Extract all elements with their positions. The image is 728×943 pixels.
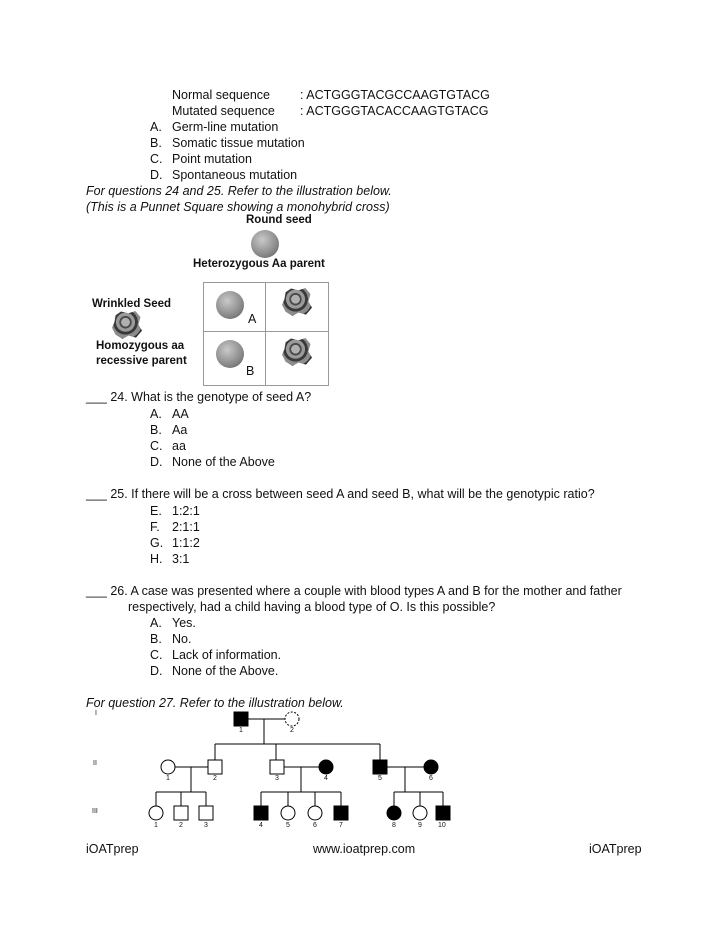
pedigree-unaffected-male [208,760,222,774]
individual-number: 1 [166,775,170,782]
pedigree-affected-male [234,712,248,726]
question-stem: ___ 24. What is the genotype of seed A? [86,390,312,404]
pedigree-unaffected-male [174,806,188,820]
individual-number: 2 [213,775,217,782]
individual-number: 5 [286,822,290,829]
individual-number: 2 [179,822,183,829]
choice-text: No. [172,632,192,646]
wrinkled-seed-label: Wrinkled Seed [92,298,172,310]
choice-letter: C. [150,152,163,166]
pedigree-affected-female [424,760,438,774]
homozygous-parent-label: Homozygous aa [96,340,185,352]
question-stem: ___ 25. If there will be a cross between seed A and seed B, what will be the genotypic ratio? [86,487,595,501]
generation-label: III [92,808,98,815]
pedigree-affected-male [436,806,450,820]
pedigree-unaffected-female [281,806,295,820]
pedigree-unaffected-male [199,806,213,820]
choice-text: Somatic tissue mutation [172,136,305,150]
pedigree-affected-male [373,760,387,774]
choice-letter: C. [150,439,163,453]
individual-number: 7 [339,822,343,829]
choice-letter: B. [150,136,162,150]
cell-label-b: B [246,364,255,378]
choice-letter: D. [150,168,163,182]
choice-letter: H. [150,552,163,566]
instruction-text: For question 27. Refer to the illustration below. [86,696,344,710]
individual-number: 6 [429,775,433,782]
pedigree-unaffected-female [413,806,427,820]
choice-letter: D. [150,455,163,469]
footer-right: iOATprep [589,842,642,856]
pedigree-affected-female [387,806,401,820]
choice-text: 1:1:2 [172,536,200,550]
individual-number: 4 [324,775,328,782]
choice-letter: B. [150,423,162,437]
choice-letter: B. [150,632,162,646]
choice-text: Germ-line mutation [172,120,279,134]
heterozygous-parent-label: Heterozygous Aa parent [193,258,325,270]
question-stem: ___ 26. A case was presented where a couple with blood types A and B for the mother and father [86,584,622,598]
choice-text: Aa [172,423,188,437]
mutated-sequence-value: : ACTGGGTACACCAAGTGTACG [300,104,489,118]
pedigree-affected-male [254,806,268,820]
choice-text: Spontaneous mutation [172,168,298,182]
choice-letter: A. [150,407,162,421]
choice-letter: A. [150,616,162,630]
individual-number: 3 [204,822,208,829]
individual-number: 8 [392,822,396,829]
pedigree-unaffected-female [161,760,175,774]
individual-number: 6 [313,822,317,829]
instruction-text: (This is a Punnet Square showing a monohybrid cross) [86,200,390,214]
individual-number: 3 [275,775,279,782]
choice-text: Point mutation [172,152,252,166]
footer-left: iOATprep [86,842,139,856]
mutated-sequence-label: Mutated sequence [172,104,275,118]
cell-label-a: A [248,312,257,326]
choice-letter: A. [150,120,162,134]
question-stem: respectively, had a child having a blood type of O. Is this possible? [128,600,496,614]
individual-number: 5 [378,775,382,782]
pedigree-affected-male [334,806,348,820]
individual-number: 4 [259,822,263,829]
choice-letter: D. [150,664,163,678]
round-seed-label: Round seed [246,214,312,226]
pedigree-unaffected-male [270,760,284,774]
instruction-text: For questions 24 and 25. Refer to the illustration below. [86,184,392,198]
homozygous-parent-label: recessive parent [96,355,187,367]
individual-number: 1 [154,822,158,829]
pedigree-unaffected-female [285,712,299,726]
choice-text: None of the Above. [172,664,279,678]
individual-number: 2 [290,727,294,734]
choice-text: 1:2:1 [172,504,200,518]
choice-letter: E. [150,504,162,518]
choice-letter: F. [150,520,160,534]
choice-text: 2:1:1 [172,520,200,534]
choice-text: aa [172,439,186,453]
pedigree-unaffected-female [149,806,163,820]
choice-letter: C. [150,648,163,662]
normal-sequence-label: Normal sequence [172,88,270,102]
pedigree-unaffected-female [308,806,322,820]
generation-label: II [93,760,97,767]
normal-sequence-value: : ACTGGGTACGCCAAGTGTACG [300,88,490,102]
choice-text: Lack of information. [172,648,282,662]
choice-letter: G. [150,536,164,550]
choice-text: 3:1 [172,552,190,566]
individual-number: 1 [239,727,243,734]
individual-number: 10 [438,822,446,829]
choice-text: Yes. [172,616,196,630]
pedigree-affected-female [319,760,333,774]
choice-text: AA [172,407,189,421]
individual-number: 9 [418,822,422,829]
footer-center: www.ioatprep.com [313,842,416,856]
choice-text: None of the Above [172,455,275,469]
generation-label: I [95,710,97,717]
